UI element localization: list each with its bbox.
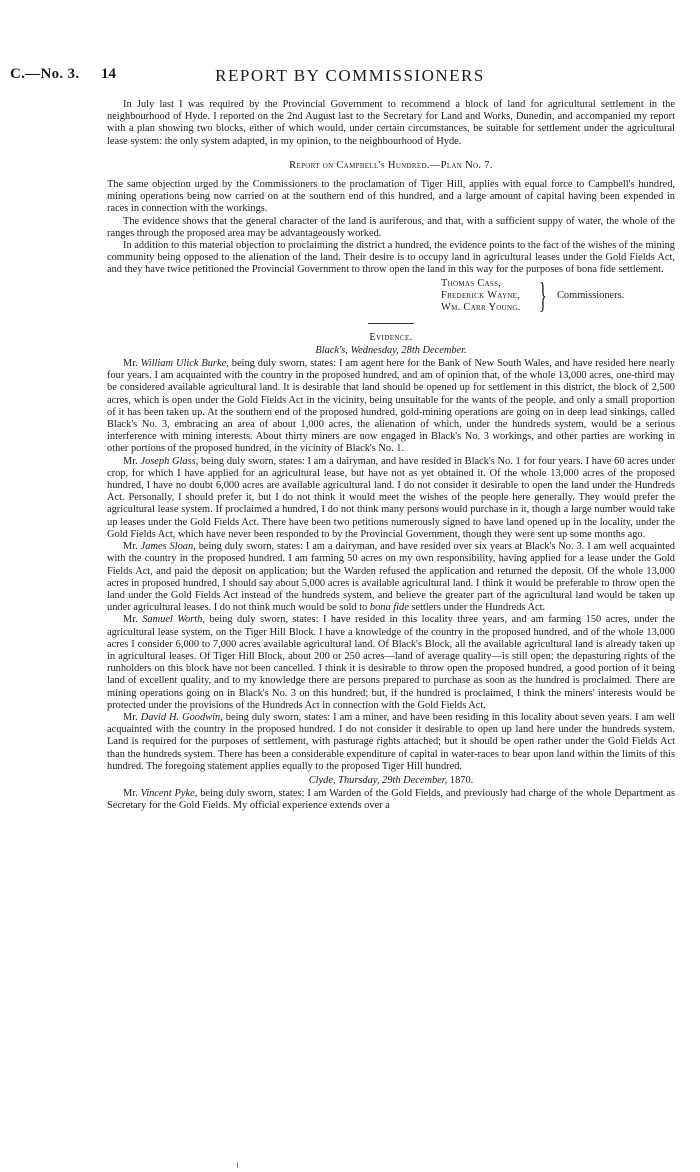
testimony-text: being duly sworn, states: I am a dairyman, and have resided over six years at Black's No. 3. I am well acquainted with the country in the proposed hundred. I am farming 50 acres on my own responsibility, having applied for a lease under the Gold Fields Act, and paid the deposit on application; but the Warden refused the application and returned the deposit. Of the whole 13,000 acres in proposed hundred, I should say about 5,000 acres is available agricultural land. I think it would be preferable to throw open the land under the Gold Fields Act instead of the hundreds system, and believe the greater part of the agricultural land would be taken up under agricultural leases. I do not think much would be sold to	[107, 541, 675, 614]
witness-name: Joseph Glass	[140, 455, 196, 467]
testimony-text: being duly sworn, states: I am agent here for the Bank of New South Wales, and have resided here nearly four years. I am acquainted with the country in the proposed hundred, and am of opinion that, of the whole 13,000 acres, one-third may be considered available agricultural land. It is desirable that land should be opened up for settlement in this district, the block of 2,500 acres, which is open under the Gold Fields Act in the vicinity, being unsuitable for the wants of the people, and only a small proportion of it has been taken up. At the southern end of the proposed hundred, gold-mining operations are going on in deep lead sinkings, called Black's No. 3, embracing an area of about 1,000 acres, the alienation of which, under the hundreds system, would be a serious interference with mining interests. About thirty miners are now engaged in Black's No. 3 workings, and other parties are working in other portions of the proposed hundred, in the vicinity of Black's No. 1.	[107, 358, 675, 455]
testimony-worth: Mr. Samuel Worth, being duly sworn, states: I have resided in this locality three years, and am farming 150 acres, under the agricultural lease system, on the Tiger Hill Block. I have a knowledge of the country in the proposed hundred, and of the whole 13,000 acres I consider 6,000 to 7,000 acres available agricultural land. Of Black's Block, all the available agricultural land is already taken up in agricultural leases. Of Tiger Hill Block, about 200 or 250 acres—land of average quality—is still open; the depasturing rights of the runholders on this block have not been cancelled. I think it is desirable to throw open the proposed hundred, a good portion of it being land of excellent quality, and to my knowledge there are persons prepared to purchase as soon as the hundred is proclaimed. There are mining operations going on in Black's No. 3 on this hundred; but, if the hundred is proclaimed, I think the miners' interests would be protected under the provisions of the Hundreds Act in connection with the Gold Fields Act.	[107, 614, 676, 711]
witness-name: Samuel Worth	[142, 614, 203, 626]
witness-name: William Ulick Burke	[140, 358, 227, 370]
brace-glyph: }	[539, 274, 547, 315]
witness-name: James Sloan	[140, 541, 194, 553]
emphasis-text: bona fide	[369, 602, 409, 614]
testimony-text: being duly sworn, states: I am a dairyman, and have resided in Black's No. 1 for four years. I have 60 acres under crop, for which I have applied for an agricultural lease, but have not as yet obtained it. Of the whole 13,000 acres of the proposed hundred, I have no doubt 6,000 acres are available agricultural land. I do not consider it desirable to open the land under the Hundreds Act. Personally, I should prefer it, but I do not think it would meet the wishes of the people here generally. They would prefer the agricultural lease system. If proclaimed a hundred, I do not think many persons would purchase in it, though a large number would take up leases under the Gold Fields Act. There have been two petitions numerously signed to have land opened up in the locality, under the Gold Fields Act, which have never been responded to by the Provincial Government, though they were sent up some months ago.	[107, 455, 675, 540]
signatory-names	[441, 278, 521, 315]
testimony-text: settlers under the Hundreds Act.	[411, 602, 546, 614]
signatory-name: Thomas Cass,	[441, 277, 502, 289]
testimony-sloan: Mr. James Sloan, being duly sworn, states: I am a dairyman, and have resided over six years at Black's No. 3. I am well acquainted with the country in the proposed hundred. I am farming 50 acres on my own responsibility, having applied for a lease under the Gold Fields Act, and paid the deposit on application; but the Warden refused the application and returned the deposit. Of the whole 13,000 acres in proposed hundred, I should say about 5,000 acres is available agricultural land. I think it would be preferable to throw open the land under the Gold Fields Act instead of the hundreds system, and believe the greater part of the agricultural land would be taken up under agricultural leases. I do not think much would be sold to bona fide settlers under the Hundreds Act.	[107, 541, 675, 614]
witness-name: Vincent Pyke	[140, 788, 195, 800]
testimony-text: being duly sworn, states: I am Warden of the Gold Fields, and previously had charge of the whole Department as Secretary for the Gold Fields. My official experience extends over a	[107, 788, 675, 812]
signature-block	[107, 274, 675, 315]
evidence-subheading: Black's, Wednesday, 28th December.	[315, 344, 467, 356]
evidence-heading: Evidence.	[369, 331, 413, 343]
witness-name: David H. Goodwin	[140, 711, 221, 723]
testimony-goodwin: Mr. David H. Goodwin, being duly sworn, states: I am a miner, and have been residing in this locality about seven years. I am well acquainted with the country in the proposed hundred. I do not consider it desirable to open up land here under the hundreds system. Land is required for the purposes of settlement, with pasturage rights attached; but it should be open rather under the Gold Fields Act than the hundreds system. There has been a considerable expenditure of capital in water-races to bear upon land within the limits of this hundred. The foregoing statement applies equally to the proposed Tiger Hill hundred.	[107, 711, 675, 772]
document-body	[107, 99, 675, 813]
dateline-place: Clyde, Thursday, 29th December,	[308, 774, 448, 786]
testimony-text: being duly sworn, states: I am a miner, and have been residing in this locality about seven years. I am well acquainted with the country in the proposed hundred. I do not consider it desirable to open up land here under the hundreds system. Land is required for the purposes of settlement, with pasturage rights attached; but it should be open rather under the Gold Fields Act than the hundreds system. There has been a considerable expenditure of capital in water-races to bear upon land within the limits of this hundred. The foregoing statement applies equally to the proposed Tiger Hill hundred.	[107, 711, 675, 772]
hearing-dateline	[107, 775, 675, 787]
dateline-year: 1870.	[449, 774, 474, 786]
report-paragraph-3: In addition to this material objection to proclaiming the district a hundred, the evidence points to the fact of the wishes of the mining community being opposed to the alienation of the land. Their desire is to occupy land in agricultural leases under the Gold Fields Act, and they have twice petitioned the Provincial Government to throw open the land in this way for the purposes of bona fide settlement.	[107, 240, 675, 276]
intro-paragraph: In July last I was required by the Provincial Government to recommend a block of land for agricultural settlement in the neighbourhood of Hyde. I reported on the 2nd August last to the Secretary for Land and Works, Dunedin, and accompanied my report with a plan showing two blocks, either of which would, under certain circumstances, be suitable for settlement under the agricultural lease system: the only system adapted, in my opinion, to the neighbourhood of Hyde.	[107, 99, 675, 147]
testimony-burke: Mr. William Ulick Burke, being duly sworn, states: I am agent here for the Bank of New South Wales, and have resided here nearly four years. I am acquainted with the country in the proposed hundred, and am of opinion that, of the whole 13,000 acres, one-third may be considered available agricultural land. It is desirable that land should be opened up for settlement in this district, the block of 2,500 acres, which is open under the Gold Fields Act in the vicinity, being unsuitable for the wants of the people, and only a small proportion of it has been taken up. At the southern end of the proposed hundred, gold-mining operations are going on in deep lead sinkings, called Black's No. 3, embracing an area of about 1,000 acres, the alienation of which, under the hundreds system, would be a serious interference with mining interests. About thirty miners are now engaged in Black's No. 3 workings, and other parties are working in other portions of the proposed hundred, in the vicinity of Black's No. 1.	[107, 358, 675, 455]
section-heading: Report on Campbell's Hundred.—Plan No. 7.	[289, 159, 493, 171]
page-header	[0, 66, 700, 90]
signatory-role: Commissioners.	[557, 289, 625, 301]
page-number: 14	[101, 66, 116, 82]
testimony-pyke: Mr. Vincent Pyke, being duly sworn, states: I am Warden of the Gold Fields, and previously had charge of the whole Department as Secretary for the Gold Fields. My official experience extends over a	[107, 788, 675, 812]
page-title: REPORT BY COMMISSIONERS	[215, 66, 485, 85]
signatory-name: Wm. Carr Young.	[441, 302, 521, 314]
document-reference: C.—No. 3.	[10, 66, 80, 82]
testimony-glass: Mr. Joseph Glass, being duly sworn, states: I am a dairyman, and have resided in Black's No. 1 for four years. I have 60 acres under crop, for which I have applied for an agricultural lease, but have not as yet obtained it. Of the whole 13,000 acres of the proposed hundred, I have no doubt 6,000 acres are available agricultural land. I do not consider it desirable to open the land under the Hundreds Act. Personally, I should prefer it, but I do not think it would meet the wishes of the people here generally. They would prefer the agricultural lease system. If proclaimed a hundred, I do not think many persons would purchase in it, though a large number would take up leases under the Gold Fields Act. There have been two petitions numerously signed to have land opened up in the locality, under the Gold Fields Act, which have never been responded to by the Provincial Government, though they were sent up some months ago.	[107, 455, 675, 540]
scan-mark	[237, 1162, 238, 1168]
report-paragraph-2: The evidence shows that the general character of the land is auriferous, and that, with a sufficient suppy of water, the whole of the ranges through the proposed area may be advantageously worked.	[107, 215, 675, 239]
testimony-text: being duly sworn, states: I have resided in this locality three years, and am farming 150 acres, under the agricultural lease system, on the Tiger Hill Block. I have a knowledge of the country in the proposed hundred, and of the whole 13,000 acres I consider 6,000 to 7,000 acres available agricultural land. Of Black's Block, all the available agricultural land is already taken up in agricultural leases. Of Tiger Hill Block, about 200 or 250 acres—land of average quality—is still open; the depasturing rights of the runholders on this block have not been cancelled. I think it is desirable to throw open the proposed hundred, a good portion of it being land of excellent quality, and to my knowledge there are persons prepared to purchase as soon as the hundred is proclaimed. There are mining operations going on in Black's No. 3 on this hundred; but, if the hundred is proclaimed, I think the miners' interests would be protected under the provisions of the Hundreds Act in connection with the Gold Fields Act.	[107, 614, 676, 711]
section-divider	[368, 323, 414, 324]
signatory-name: Frederick Wayne,	[441, 289, 521, 301]
report-paragraph-1: The same objection urged by the Commissioners to the proclamation of Tiger Hill, applies with equal force to Campbell's hundred, mining operations being now carried on at the southern end of this hundred, and a large amount of capital having been expended in races in connection with the workings.	[107, 179, 675, 215]
